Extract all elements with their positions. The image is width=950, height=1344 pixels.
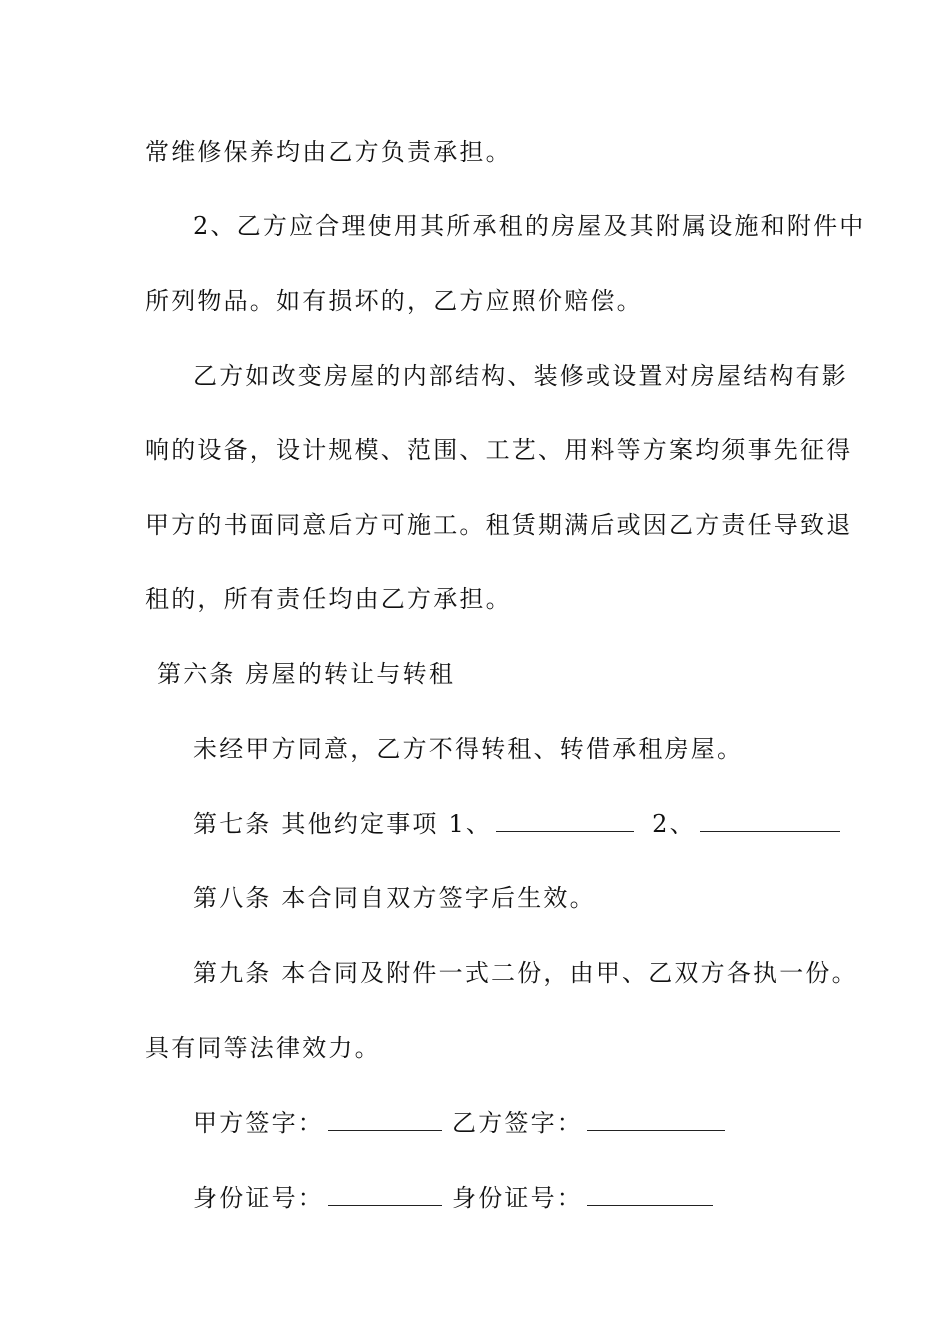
party-a-signature-blank	[328, 1110, 442, 1131]
article-seven-text: 第七条 其他约定事项 1、	[193, 810, 493, 838]
blank-field-item-2	[700, 811, 840, 832]
party-b-id-blank	[587, 1185, 713, 1206]
text-line: 2、乙方应合理使用其所承租的房屋及其附属设施和附件中	[193, 212, 866, 240]
article-nine-line: 第九条 本合同及附件一式二份，由甲、乙双方各执一份。	[193, 959, 858, 987]
id-number-line	[193, 1183, 717, 1213]
article-seven-item-2: 2、	[652, 810, 696, 838]
party-b-signature-blank	[587, 1110, 725, 1131]
party-a-signature-label: 甲方签字：	[193, 1109, 324, 1137]
signature-line	[193, 1108, 729, 1138]
party-a-id-label: 身份证号：	[193, 1184, 324, 1212]
text-line: 乙方如改变房屋的内部结构、装修或设置对房屋结构有影	[193, 362, 848, 390]
party-a-id-blank	[328, 1185, 442, 1206]
text-line: 常维修保养均由乙方负责承担。	[145, 138, 512, 166]
article-eight-line: 第八条 本合同自双方签字后生效。	[193, 884, 596, 912]
text-line: 未经甲方同意，乙方不得转租、转借承租房屋。	[193, 735, 744, 763]
text-line: 响的设备，设计规模、范围、工艺、用料等方案均须事先征得	[145, 436, 853, 464]
blank-field-item-1	[496, 811, 634, 832]
article-seven-line	[193, 809, 844, 839]
party-b-id-label: 身份证号：	[452, 1184, 583, 1212]
text-line: 甲方的书面同意后方可施工。租赁期满后或因乙方责任导致退	[145, 511, 853, 539]
party-b-signature-label: 乙方签字：	[452, 1109, 583, 1137]
text-line: 租的，所有责任均由乙方承担。	[145, 585, 512, 613]
text-line: 具有同等法律效力。	[145, 1034, 381, 1062]
text-line: 所列物品。如有损坏的，乙方应照价赔偿。	[145, 287, 643, 315]
article-six-heading: 第六条 房屋的转让与转租	[157, 660, 456, 688]
